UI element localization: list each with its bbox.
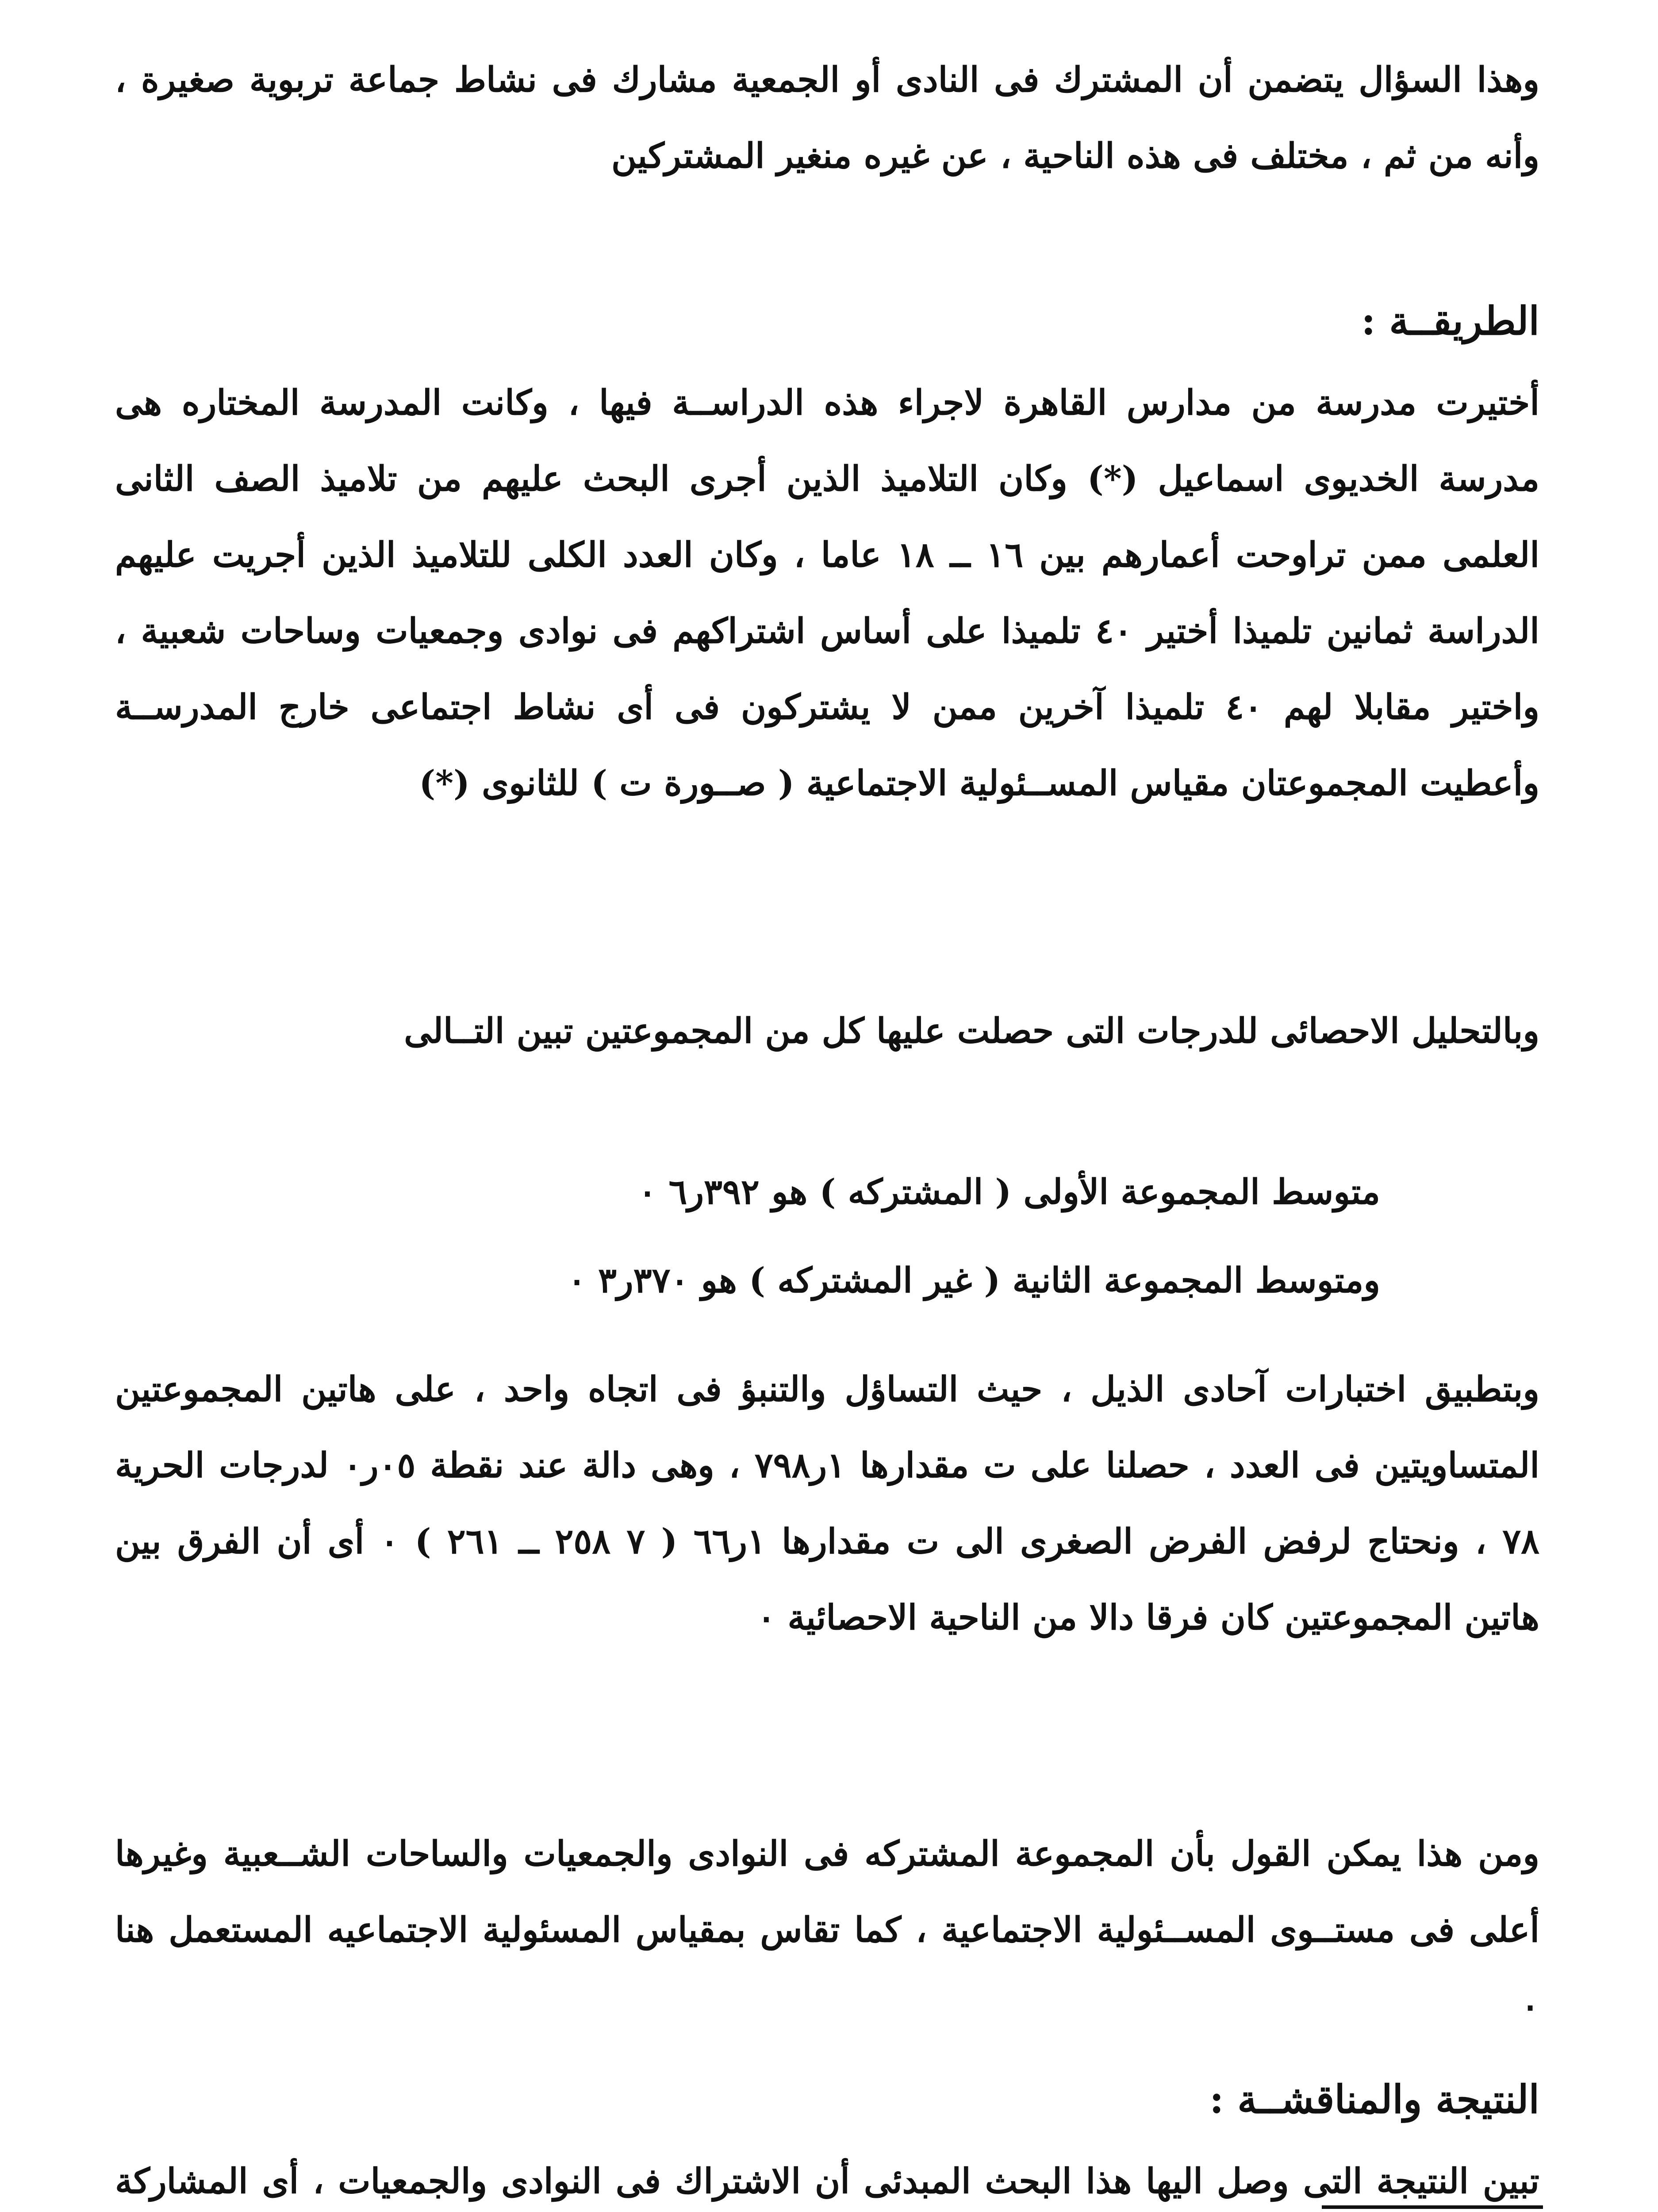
page-body	[115, 42, 1539, 2212]
method-heading: الطريقــة :	[1361, 298, 1539, 344]
analysis-paragraph: وبالتحليل الاحصائى للدرجات التى حصلت عليها كل من المجموعتين تبين التــالى	[404, 1011, 1539, 1051]
results-paragraph: تبين النتيجة التى وصل اليها هذا البحث المبدئى أن الاشتراك فى النوادى والجمعيات ، أى المشاركة	[115, 2161, 1539, 2201]
first-group-mean: متوسط المجموعة الأولى ( المشتركه ) هو ٣٩٢ر٦ ٠	[638, 1172, 1380, 1212]
conclusion-paragraph: ومن هذا يمكن القول بأن المجموعة المشتركه فى النوادى والجمعيات والساحات الشــعبية وغيرها أعلى فى مستــوى المســئولية الاجتماعية ، كما تقاس بمقياس المسئولية الاجتماعيه المستعمل هنا ٠	[115, 1834, 1540, 2026]
group-means	[115, 1148, 1539, 1352]
t-test-paragraph: وبتطبيق اختبارات آحادى الذيل ، حيث التساؤل والتنبؤ فى اتجاه واحد ، على هاتين المجموعتين المتساويتين فى العدد ، حصلنا على ت مقدارها ١ر٧٩٨ ، وهى دالة عند نقطة ٠٥ر٠ لدرجات الحرية ٧٨ ، ونحتاج لرفض الفرض الصغرى الى ت مقدارها ١ر٦٦ ( ٧ ٢٥٨ ــ ٢٦١ ) ٠ أى أن الفرق بين هاتين المجموعتين كان فرقا دالا من الناحية الاحصائية ٠	[115, 1369, 1540, 1638]
second-group-mean: ومتوسط المجموعة الثانية ( غير المشتركه ) هو ٣٧٠ر٣ ٠	[568, 1260, 1380, 1301]
intro-paragraph: وهذا السؤال يتضمن أن المشترك فى النادى أو الجمعية مشارك فى نشاط جماعة تربوية صغيرة ، وأنه من ثم ، مختلف فى هذه الناحية ، عن غيره منغير المشتركين	[115, 60, 1539, 176]
method-paragraph: أختيرت مدرسة من مدارس القاهرة لاجراء هذه الدراســة فيها ، وكانت المدرسة المختاره هى مدرسة الخديوى اسماعيل (*) وكان التلاميذ الذين أجرى البحث عليهم من تلاميذ الصف الثانى العلمى ممن تراوحت أعمارهم بين ١٦ ــ ١٨ عاما ، وكان العدد الكلى للتلاميذ الذين أجريت عليهم الدراسة ثمانين تلميذا أختير ٤٠ تلميذا على أساس اشتراكهم فى نوادى وجمعيات وساحات شعبية ، واختير مقابلا لهم ٤٠ تلميذا آخرين ممن لا يشتركون فى أى نشاط اجتماعى خارج المدرســة وأعطيت المجموعتان مقياس المســئولية الاجتماعية ( صــورة ت ) للثانوى (*)	[115, 383, 1540, 803]
results-heading: النتيجة والمناقشــة :	[1209, 2076, 1539, 2122]
footnote-divider	[1322, 2205, 1543, 2209]
